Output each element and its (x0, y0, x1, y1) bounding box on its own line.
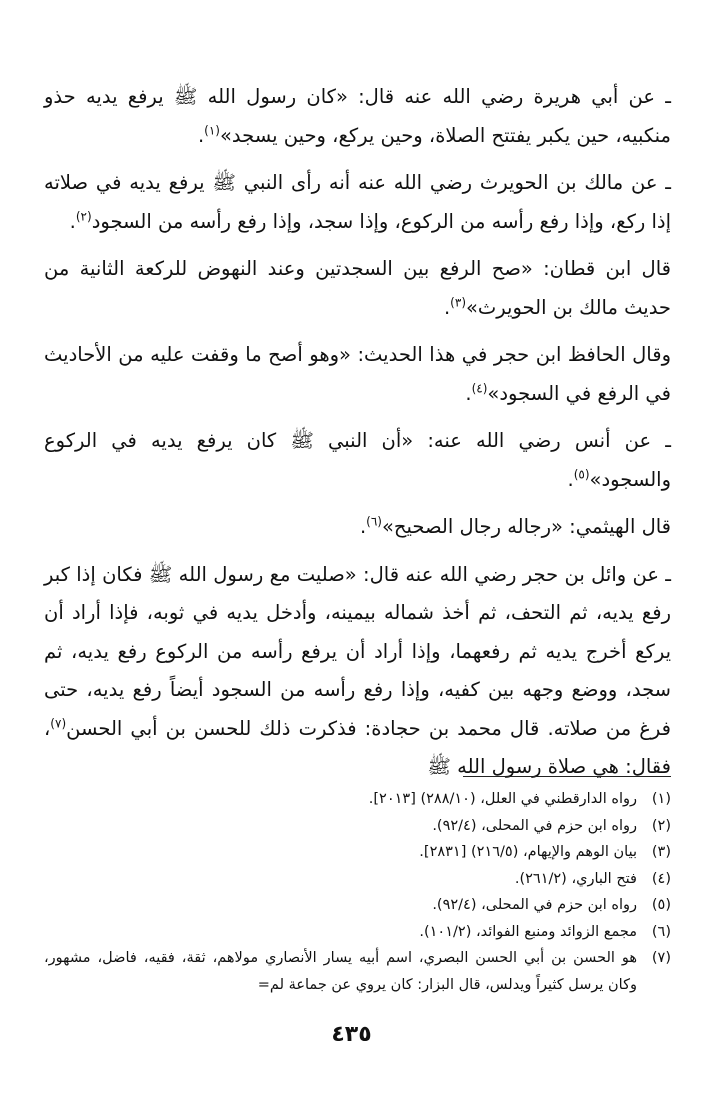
footnote-item (44, 945, 671, 998)
footnote-marker: (٤) (471, 381, 488, 395)
paragraph (44, 508, 671, 547)
footnote-item (44, 813, 671, 840)
footnote-text: رواه ابن حزم في المحلى، (٩٢/٤). (432, 817, 637, 834)
footnote-text: فتح الباري، (٢٦١/٢). (514, 870, 637, 887)
footnote-text: هو الحسن بن أبي الحسن البصري، اسم أبيه يسار الأنصاري مولاهم، ثقة، فقيه، فاضل، مشهور، وكان يرسل كثيراً ويدلس، قال البزار: كان يروي عن جماعة لم= (44, 950, 637, 993)
paragraph-text: ـ عن أنس رضي الله عنه: «أن النبي ﷺ كان يرفع يديه في الركوع والسجود» (44, 429, 671, 491)
paragraph-text: قال الهيثمي: «رجاله رجال الصحيح» (381, 515, 671, 538)
paragraph-tail: . (465, 381, 472, 405)
paragraph-tail: . (443, 295, 451, 319)
paragraph-text: ـ عن مالك بن الحويرث رضي الله عنه أنه رأى النبي ﷺ يرفع يديه في صلاته إذا ركع، وإذا رفع رأسه من الركوع، وإذا سجد، وإذا رفع رأسه من السجود (44, 171, 671, 233)
paragraph-text: وقال الحافظ ابن حجر في هذا الحديث: «وهو أصح ما وقفت عليه من الأحاديث في الرفع في السجود» (44, 343, 671, 405)
footnote-text: رواه الدارقطني في العلل، (٢٨٨/١٠) [٢٠١٣]. (368, 791, 637, 807)
footnotes (44, 786, 671, 998)
footnote-marker: (٥) (573, 467, 590, 481)
paragraph (44, 422, 671, 499)
footnote-marker: (١) (204, 123, 220, 137)
paragraph-text: قال ابن قطان: «صح الرفع بين السجدتين وعند النهوض للركعة الثانية من حديث مالك بن الحويرث» (44, 257, 671, 319)
paragraph (44, 250, 671, 327)
footnote-divider (463, 776, 671, 777)
paragraph-text: ـ عن وائل بن حجر رضي الله عنه قال: «صليت مع رسول الله ﷺ فكان إذا كبر رفع يديه، ثم التحف، ثم أخذ شماله بيمينه، وأدخل يديه في ثوبه، فإذا أراد أن يركع أخرج يديه ثم رفعهما، وإذا أراد أن يرفع رأسه من الركوع رفع يديه، ثم سجد، ووضع وجهه بين كفيه، وإذا رفع رأسه من السجود أيضاً رفع يديه، حتى فرغ من صلاته. قال محمد بن حجادة: فذكرت ذلك للحسن بن أبي الحسن (44, 562, 671, 740)
paragraph (44, 556, 671, 787)
footnote-item (44, 892, 671, 919)
paragraph-tail: ، فقال: هي صلاة رسول الله ﷺ (44, 716, 671, 778)
footnote-number: (٣) (651, 844, 671, 860)
footnote-marker: (٦) (366, 514, 382, 529)
footnote-number: (٥) (651, 897, 671, 913)
paragraph-tail: . (567, 467, 574, 491)
footnote-number: (١) (651, 791, 671, 807)
footnote-item (44, 786, 671, 813)
paragraph (44, 78, 671, 155)
footnote-item (44, 839, 671, 866)
footnote-marker: (٧) (50, 716, 67, 730)
paragraph-tail: . (197, 123, 205, 147)
footnote-text: رواه ابن حزم في المحلى، (٩٢/٤). (432, 897, 637, 913)
paragraph (44, 336, 671, 413)
footnote-number: (٦) (651, 923, 671, 940)
page-number: ٤٣٥ (331, 1022, 372, 1047)
footnote-item (44, 866, 671, 893)
main-text (44, 78, 671, 796)
paragraph-tail: . (359, 515, 367, 538)
paragraph (44, 164, 671, 241)
footnote-number: (٤) (651, 870, 671, 887)
footnote-marker: (٣) (450, 295, 466, 309)
paragraph-tail: . (69, 209, 76, 233)
footnote-text: مجمع الزوائد ومنبع الفوائد، (١٠١/٢). (419, 923, 637, 940)
footnote-item (44, 919, 671, 946)
footnote-text: بيان الوهم والإيهام، (٢١٦/٥) [٢٨٣١]. (419, 844, 637, 860)
footnote-marker: (٢) (75, 209, 92, 223)
paragraph-text: ـ عن أبي هريرة رضي الله عنه قال: «كان رسول الله ﷺ يرفع يديه حذو منكبيه، حين يكبر يفتتح الصلاة، وحين يركع، وحين يسجد» (44, 85, 671, 147)
footnote-number: (٢) (651, 817, 671, 834)
footnote-number: (٧) (651, 950, 671, 966)
